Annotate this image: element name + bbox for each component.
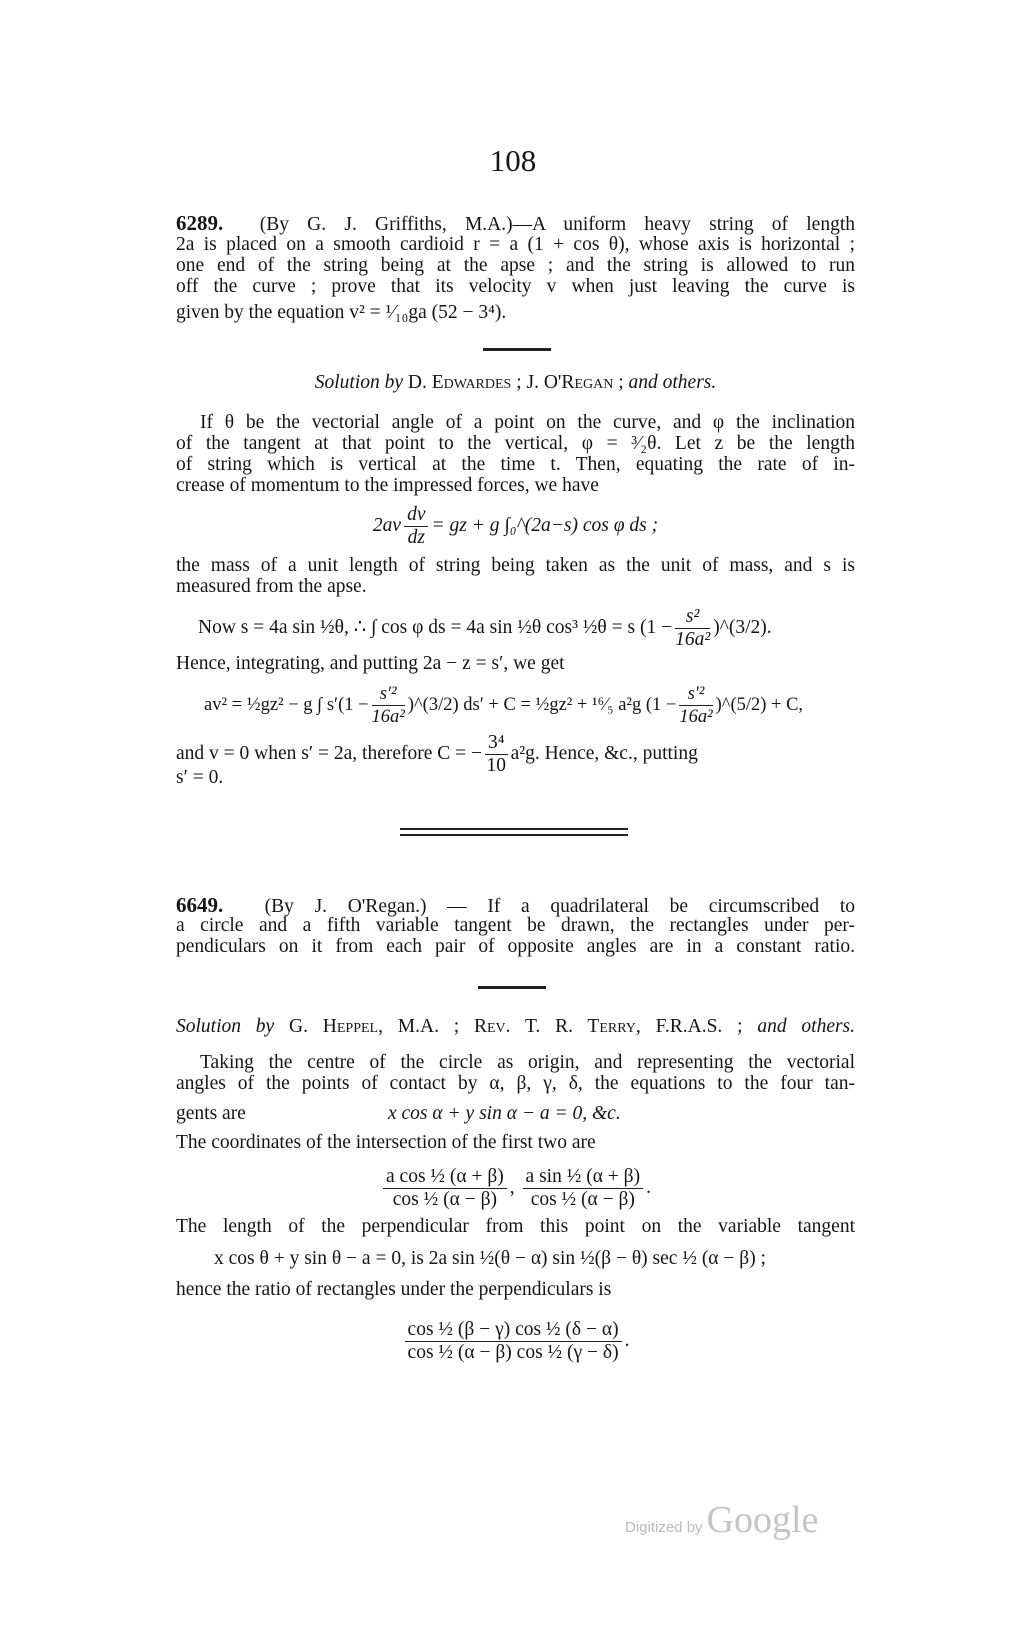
denominator: 16a² — [675, 629, 711, 651]
text: (By G. J. Griffiths, M.A.)—A uniform heavy string of length — [259, 214, 856, 235]
heading-prefix: Solution by — [314, 372, 404, 393]
fraction — [405, 1319, 622, 1364]
problem-6649-line-3: pendiculars on it from each pair of opposite angles are in a constant ratio. — [176, 936, 855, 957]
numerator: s² — [675, 606, 710, 629]
fraction — [675, 606, 710, 651]
denominator: dz — [407, 527, 425, 549]
tangent-line — [176, 1103, 855, 1125]
solution-line-3: of string which is vertical at the time t. Then, equating the rate of in- — [176, 454, 855, 475]
fraction — [485, 732, 508, 777]
equation-av2 — [204, 684, 883, 728]
problem-6289-line-3: one end of the string being at the apse ; and the string is allowed to run — [176, 255, 855, 276]
problem-number: 6649. — [176, 893, 224, 917]
length-line: The length of the perpendicular from this point on the variable tangent — [176, 1216, 855, 1237]
eq-part: )^(5/2) + C, — [715, 695, 804, 715]
heading-names: G. Heppel, M.A. ; Rev. T. R. Terry, F.R.A.S. ; — [289, 1016, 743, 1037]
problem-6289-line-5: given by the equation v² = ¹⁄₁₀ga (52 − 3⁴). — [176, 302, 507, 323]
eq-left: 2av — [372, 515, 402, 536]
x-coordinate — [383, 1166, 507, 1211]
denominator: cos ½ (α − β) — [392, 1189, 498, 1211]
numerator: cos ½ (β − γ) cos ½ (δ − α) — [405, 1319, 622, 1342]
coordinates-line: The coordinates of the intersection of the first two are — [176, 1132, 596, 1153]
watermark-prefix: Digitized by — [625, 1519, 703, 1536]
solution-line-5: the mass of a unit length of string being taken as the unit of mass, and s is — [176, 555, 855, 576]
coordinates-fractions: $\frac{\text{a cos ½ (α + β)}}{\text{cos ½ (α − β)}}$ , $\frac{\text{a sin ½ (α + β)}}{\text{cos ½ (α − β)}}$ . — [176, 1177, 855, 1200]
google-logo: Google — [706, 1499, 819, 1541]
problem-number: 6289. — [176, 211, 224, 235]
numerator: a cos ½ (α + β) — [383, 1166, 507, 1189]
problem-6289-line-2: 2a is placed on a smooth cardioid r = a (1 + cos θ), whose axis is horizontal ; — [176, 234, 855, 255]
fraction — [679, 683, 712, 728]
heading-prefix: Solution by — [176, 1016, 275, 1037]
problem-6289-line-4: off the curve ; prove that its velocity v when just leaving the curve is — [176, 276, 855, 297]
problem-6289-line-1 — [176, 212, 855, 236]
page-number: 108 — [489, 143, 537, 178]
solution-heading-2 — [176, 1016, 855, 1038]
constant-line — [176, 732, 855, 777]
solution-line-1: If θ be the vectorial angle of a point on the curve, and φ the inclination — [200, 412, 855, 433]
label: gents are — [176, 1103, 246, 1124]
problem-6649-line-2: a circle and a fifth variable tangent be drawn, the rectangles under per- — [176, 915, 855, 936]
eq-tail: )^(3/2). — [713, 617, 772, 638]
ratio-fraction: $\frac{\text{cos ½ (β − γ) cos ½ (δ − α)}}{\text{cos ½ (α − β) cos ½ (γ − δ)}}$ . — [176, 1330, 855, 1353]
digitized-by-google-watermark — [625, 1498, 818, 1542]
perpendicular-equation: x cos θ + y sin θ − a = 0, is 2a sin ½(θ − α) sin ½(β − θ) sec ½ (α − β) ; — [214, 1248, 766, 1269]
numerator: a sin ½ (α + β) — [523, 1166, 644, 1189]
eq-text: Now s = 4a sin ½θ, ∴ ∫ cos φ ds = 4a sin ½θ cos³ ½θ = s (1 − — [198, 617, 673, 638]
equation-momentum — [176, 504, 855, 549]
eq-part: )^(3/2) ds′ + C = ½gz² + ¹⁶⁄₅ a²g (1 − — [407, 695, 677, 715]
heading-names: D. Edwardes ; J. O'Regan ; — [407, 372, 624, 393]
section-rule — [478, 986, 546, 989]
eq-part: a²g. Hence, &c., putting — [510, 743, 698, 764]
tangent-equation: x cos α + y sin α − a = 0, &c. — [388, 1103, 621, 1124]
double-rule-bottom — [400, 834, 628, 836]
eq-right: = gz + g ∫₀^(2a−s) cos φ ds ; — [431, 515, 659, 536]
solution-heading-1 — [176, 372, 855, 394]
solution-line-4: crease of momentum to the impressed forces, we have — [176, 475, 599, 496]
denominator: 10 — [486, 755, 507, 777]
section-rule — [483, 348, 551, 351]
solution2-line-1: Taking the centre of the circle as origin, and representing the vectorial — [200, 1052, 855, 1073]
hence-line: Hence, integrating, and putting 2a − z = s′, we get — [176, 653, 565, 674]
denominator: cos ½ (α − β) — [530, 1189, 635, 1211]
numerator: 3⁴ — [485, 732, 508, 755]
numerator: s′² — [372, 683, 405, 706]
heading-suffix: and others. — [757, 1016, 856, 1037]
numerator: s′² — [679, 683, 712, 706]
denominator: 16a² — [679, 707, 713, 728]
text: (By J. O'Regan.) — If a quadrilateral be circumscribed to — [264, 896, 855, 917]
numerator: dv — [404, 504, 428, 527]
y-coordinate — [523, 1166, 644, 1211]
equation-now — [198, 606, 877, 651]
denominator: 16a² — [371, 707, 405, 728]
heading-suffix: and others. — [628, 372, 717, 393]
solution-line-6: measured from the apse. — [176, 576, 367, 597]
solution2-line-2: angles of the points of contact by α, β, γ, δ, the equations to the four tan- — [176, 1073, 855, 1094]
ratio-line: hence the ratio of rectangles under the perpendiculars is — [176, 1279, 612, 1300]
eq-part: and v = 0 when s′ = 2a, therefore C = − — [176, 743, 483, 764]
derivative-fraction — [404, 504, 428, 549]
fraction — [372, 683, 405, 728]
eq-part: av² = ½gz² − g ∫ s′(1 − — [204, 695, 369, 715]
last-line: s′ = 0. — [176, 767, 224, 788]
denominator: cos ½ (α − β) cos ½ (γ − δ) — [407, 1342, 619, 1364]
solution-line-2: of the tangent at that point to the vertical, φ = ³⁄₂θ. Let z be the length — [176, 433, 855, 454]
double-rule-top — [400, 828, 628, 830]
